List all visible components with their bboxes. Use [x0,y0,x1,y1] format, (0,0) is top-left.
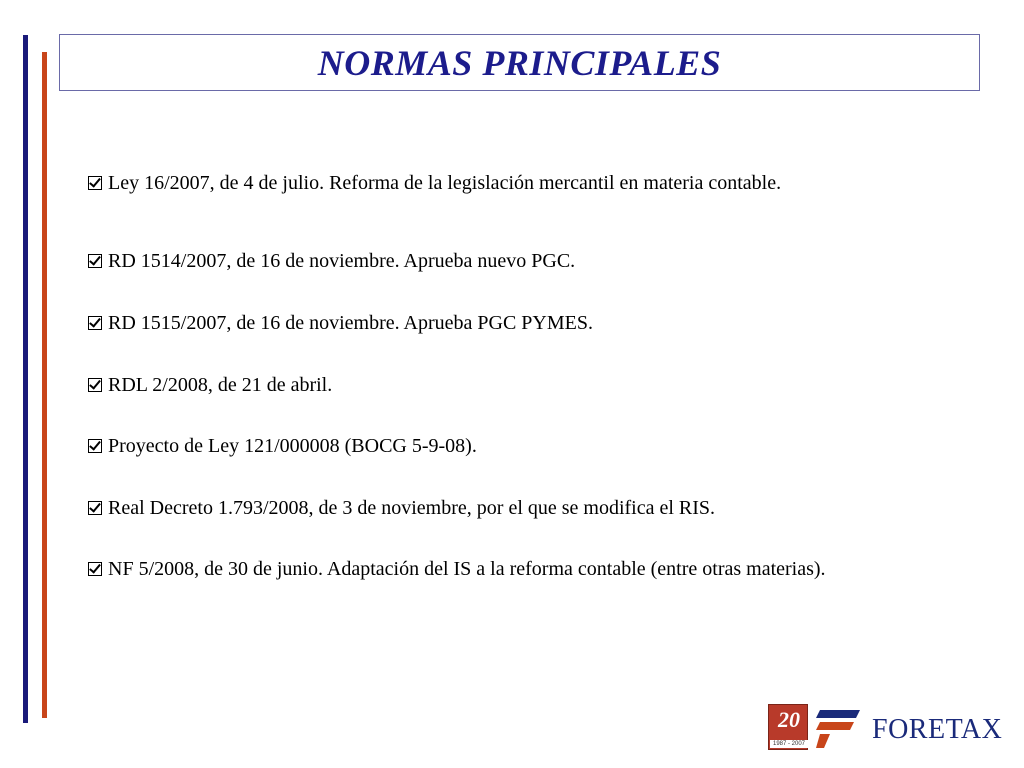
brand-name: FORETAX [872,714,1003,745]
item-text: RD 1514/2007, de 16 de noviembre. Aprueba nuevo PGC. [108,250,576,272]
item-text: Ley 16/2007, de 4 de julio. Reforma de la legislación mercantil en materia contable. [108,172,782,194]
title-box [59,34,980,91]
seal-years: 1987 - 2007 [770,740,808,748]
checked-box-icon [88,254,102,268]
list-item [88,493,948,523]
list-item [88,554,948,584]
left-orange-bar [42,52,47,718]
checked-box-icon [88,439,102,453]
list-item [88,370,948,400]
foretax-logo [768,704,1013,752]
list-item [88,168,948,198]
checked-box-icon [88,562,102,576]
checked-box-icon [88,316,102,330]
flag-mark-icon [814,708,862,748]
slide-title: NORMAS PRINCIPALES [317,42,722,83]
checked-box-icon [88,378,102,392]
left-blue-bar [23,35,28,723]
list-item [88,431,948,461]
list-item [88,308,948,338]
item-text: Proyecto de Ley 121/000008 (BOCG 5-9-08). [108,435,477,457]
checked-box-icon [88,501,102,515]
item-text: Real Decreto 1.793/2008, de 3 de noviembre, por el que se modifica el RIS. [108,497,716,519]
list-item [88,246,948,276]
checked-box-icon [88,176,102,190]
anniversary-seal-icon [768,704,808,750]
item-text: RD 1515/2007, de 16 de noviembre. Aprueba PGC PYMES. [108,312,593,334]
item-text: RDL 2/2008, de 21 de abril. [108,374,333,396]
item-text: NF 5/2008, de 30 de junio. Adaptación del IS a la reforma contable (entre otras materias). [108,558,826,580]
seal-number: 20 [778,707,800,732]
